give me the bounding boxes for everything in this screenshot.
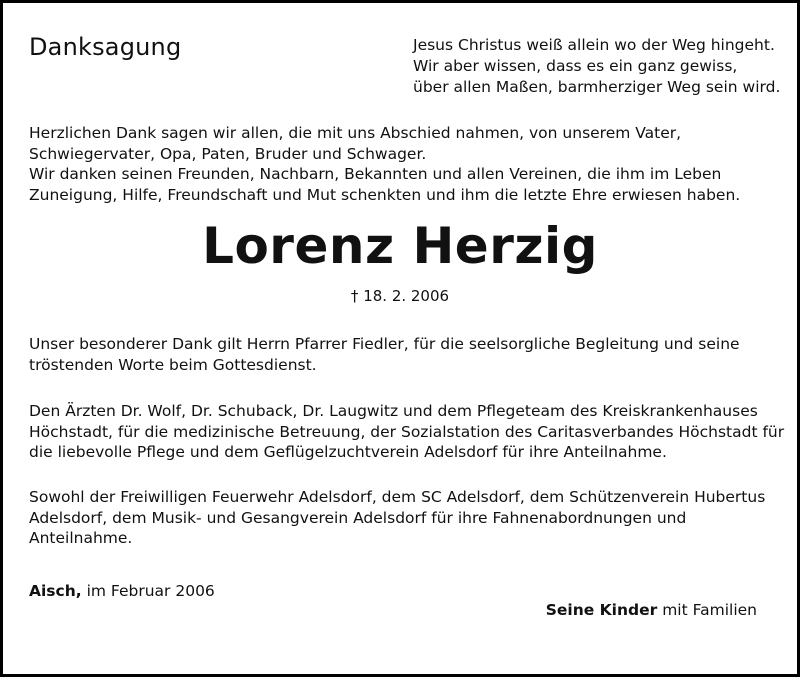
place-date	[29, 582, 215, 600]
clubs-line: Sowohl der Freiwilligen Feuerwehr Adelsdorf, dem SC Adelsdorf, dem Schützenverein Hubertus	[29, 488, 766, 506]
verse-line: über allen Maßen, barmherziger Weg sein wird.	[413, 78, 781, 96]
pastor-line: Unser besonderer Dank gilt Herrn Pfarrer Fiedler, für die seelsorgliche Begleitung und seine	[29, 335, 740, 353]
intro-line: Wir danken seinen Freunden, Nachbarn, Bekannten und allen Vereinen, die ihm im Leben	[29, 165, 722, 183]
verse-line: Jesus Christus weiß allein wo der Weg hingeht.	[413, 36, 775, 54]
verse-line: Wir aber wissen, dass es ein ganz gewiss,	[413, 57, 738, 75]
intro-line: Zuneigung, Hilfe, Freundschaft und Mut schenkten und ihm die letzte Ehre erwiesen haben.	[29, 185, 741, 204]
place-name: Aisch,	[29, 582, 82, 600]
intro-paragraph	[29, 123, 789, 205]
doctors-line: Den Ärzten Dr. Wolf, Dr. Schuback, Dr. Laugwitz und dem Pflegeteam des Kreiskrankenhauses	[29, 402, 758, 420]
intro-line: Schwiegervater, Opa, Paten, Bruder und Schwager.	[29, 144, 427, 163]
clubs-line: Anteilnahme.	[29, 529, 133, 547]
deceased-name: Lorenz Herzig	[202, 217, 598, 275]
clubs-line: Adelsdorf, dem Musik- und Gesangverein Adelsdorf für ihre Fahnenabordnungen und	[29, 508, 687, 527]
death-date: † 18. 2. 2006	[350, 287, 450, 305]
pastor-paragraph	[29, 334, 789, 375]
signature	[546, 601, 757, 619]
signature-suffix: mit Familien	[657, 601, 757, 619]
clubs-paragraph	[29, 487, 789, 549]
verse-block	[413, 35, 780, 98]
intro-line: Herzlichen Dank sagen wir allen, die mit uns Abschied nahmen, von unserem Vater,	[29, 124, 682, 142]
pastor-line: tröstenden Worte beim Gottesdienst.	[29, 355, 317, 374]
doctors-line: die liebevolle Pflege und dem Geflügelzuchtverein Adelsdorf für ihre Anteilnahme.	[29, 443, 667, 461]
place-date-text: im Februar 2006	[81, 582, 215, 600]
doctors-paragraph	[29, 401, 789, 463]
signature-family: Seine Kinder	[545, 601, 658, 619]
notice-heading: Danksagung	[29, 33, 182, 61]
doctors-line: Höchstadt, für die medizinische Betreuung, der Sozialstation des Caritasverbandes Höchstadt für	[29, 422, 785, 441]
